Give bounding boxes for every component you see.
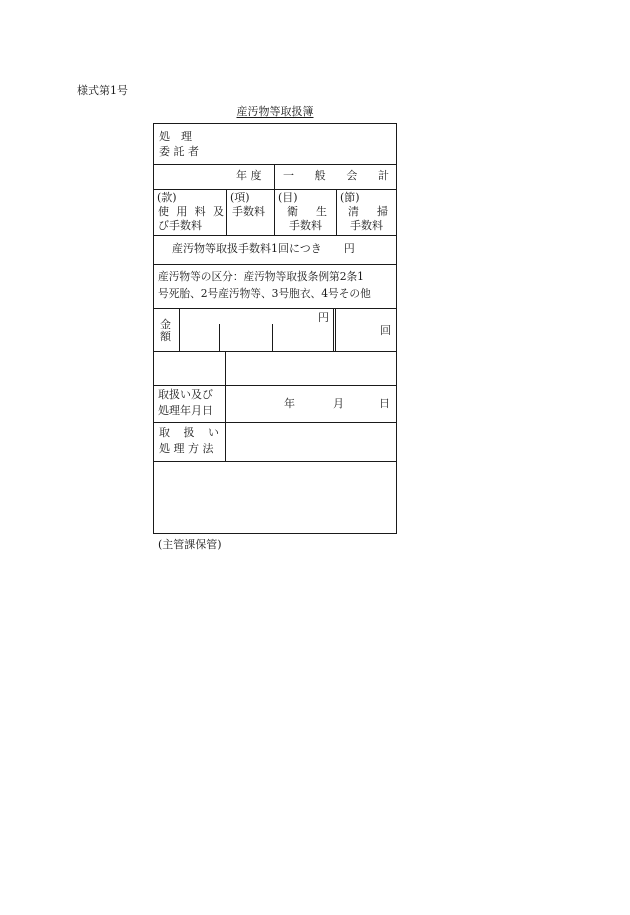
moku-label: (目) (278, 191, 298, 204)
divider-line (219, 324, 220, 351)
kan-line2: び手数料 (158, 219, 202, 232)
form-number: 様式第1号 (77, 84, 128, 97)
divider-line (154, 235, 396, 236)
account-char: 計 (377, 169, 389, 182)
handling-method-label-line2: 処 理 方 法 (159, 442, 214, 455)
form-title: 産汚物等取扱簿 (236, 105, 314, 118)
kan-char: 及 (212, 205, 224, 218)
divider-line (154, 385, 396, 386)
kou-label: (項) (230, 191, 250, 204)
amount-label-line1: 金 (160, 318, 171, 331)
moku-char: 衛 (287, 205, 298, 218)
divider-line (154, 164, 396, 165)
account-char: 会 (346, 169, 358, 182)
divider-line (154, 189, 396, 190)
handling-method-char: 取 (159, 426, 170, 439)
moku-char: 生 (316, 205, 327, 218)
remarks-area (154, 462, 396, 533)
divider-line (335, 308, 336, 351)
fiscal-year-label: 年 度 (236, 169, 262, 182)
account-char: 般 (314, 169, 326, 182)
divider-line (154, 351, 396, 352)
account-label (283, 169, 389, 183)
footnote: (主管課保管) (158, 538, 222, 551)
divider-line (226, 189, 227, 235)
ledger-form (153, 123, 397, 534)
kan-char: 用 (176, 205, 188, 218)
kan-label: (款) (157, 191, 177, 204)
setsu-label: (節) (340, 191, 360, 204)
divider-line (154, 422, 396, 423)
kan-line1 (158, 205, 224, 219)
divider-line (274, 164, 275, 189)
handling-method-char: い (208, 426, 219, 439)
kou-line1: 手数料 (232, 205, 265, 218)
handling-date-year: 年 (284, 397, 295, 410)
setsu-line1 (348, 205, 388, 219)
moku-line1 (287, 205, 327, 219)
kan-char: 料 (194, 205, 206, 218)
handling-date-label-line1: 取扱い及び (158, 388, 213, 401)
divider-line (336, 189, 337, 235)
divider-line (225, 351, 226, 461)
divider-line (154, 308, 396, 309)
divider-line (179, 308, 180, 351)
handling-date-label-line2: 処理年月日 (158, 404, 213, 417)
kan-char: 使 (158, 205, 169, 218)
divider-line (154, 264, 396, 265)
handling-date-month: 月 (333, 397, 344, 410)
handling-date-day: 日 (379, 397, 390, 410)
divider-line (272, 324, 273, 351)
handling-method-char: 扱 (183, 426, 195, 439)
category-line1: 産汚物等の区分：産汚物等取扱条例第2条1 (158, 270, 364, 283)
amount-label-line2: 額 (160, 330, 171, 343)
setsu-line2: 手数料 (350, 219, 383, 232)
account-char: 一 (283, 169, 294, 182)
divider-line (274, 189, 275, 235)
consignor-label-line1: 処 理 (159, 130, 192, 143)
category-line2: 号死胎、2号産汚物等、3号胞衣、4号その他 (158, 287, 371, 300)
amount-times-unit: 回 (380, 324, 391, 337)
setsu-char: 清 (348, 205, 359, 218)
divider-line (333, 308, 334, 351)
amount-yen-unit: 円 (318, 311, 329, 324)
fee-per-handling: 産汚物等取扱手数料1回につき 円 (172, 242, 355, 255)
consignor-label-line2: 委 託 者 (159, 145, 199, 158)
setsu-char: 掃 (377, 205, 388, 218)
moku-line2: 手数料 (289, 219, 322, 232)
handling-method-label-line1 (159, 426, 219, 440)
